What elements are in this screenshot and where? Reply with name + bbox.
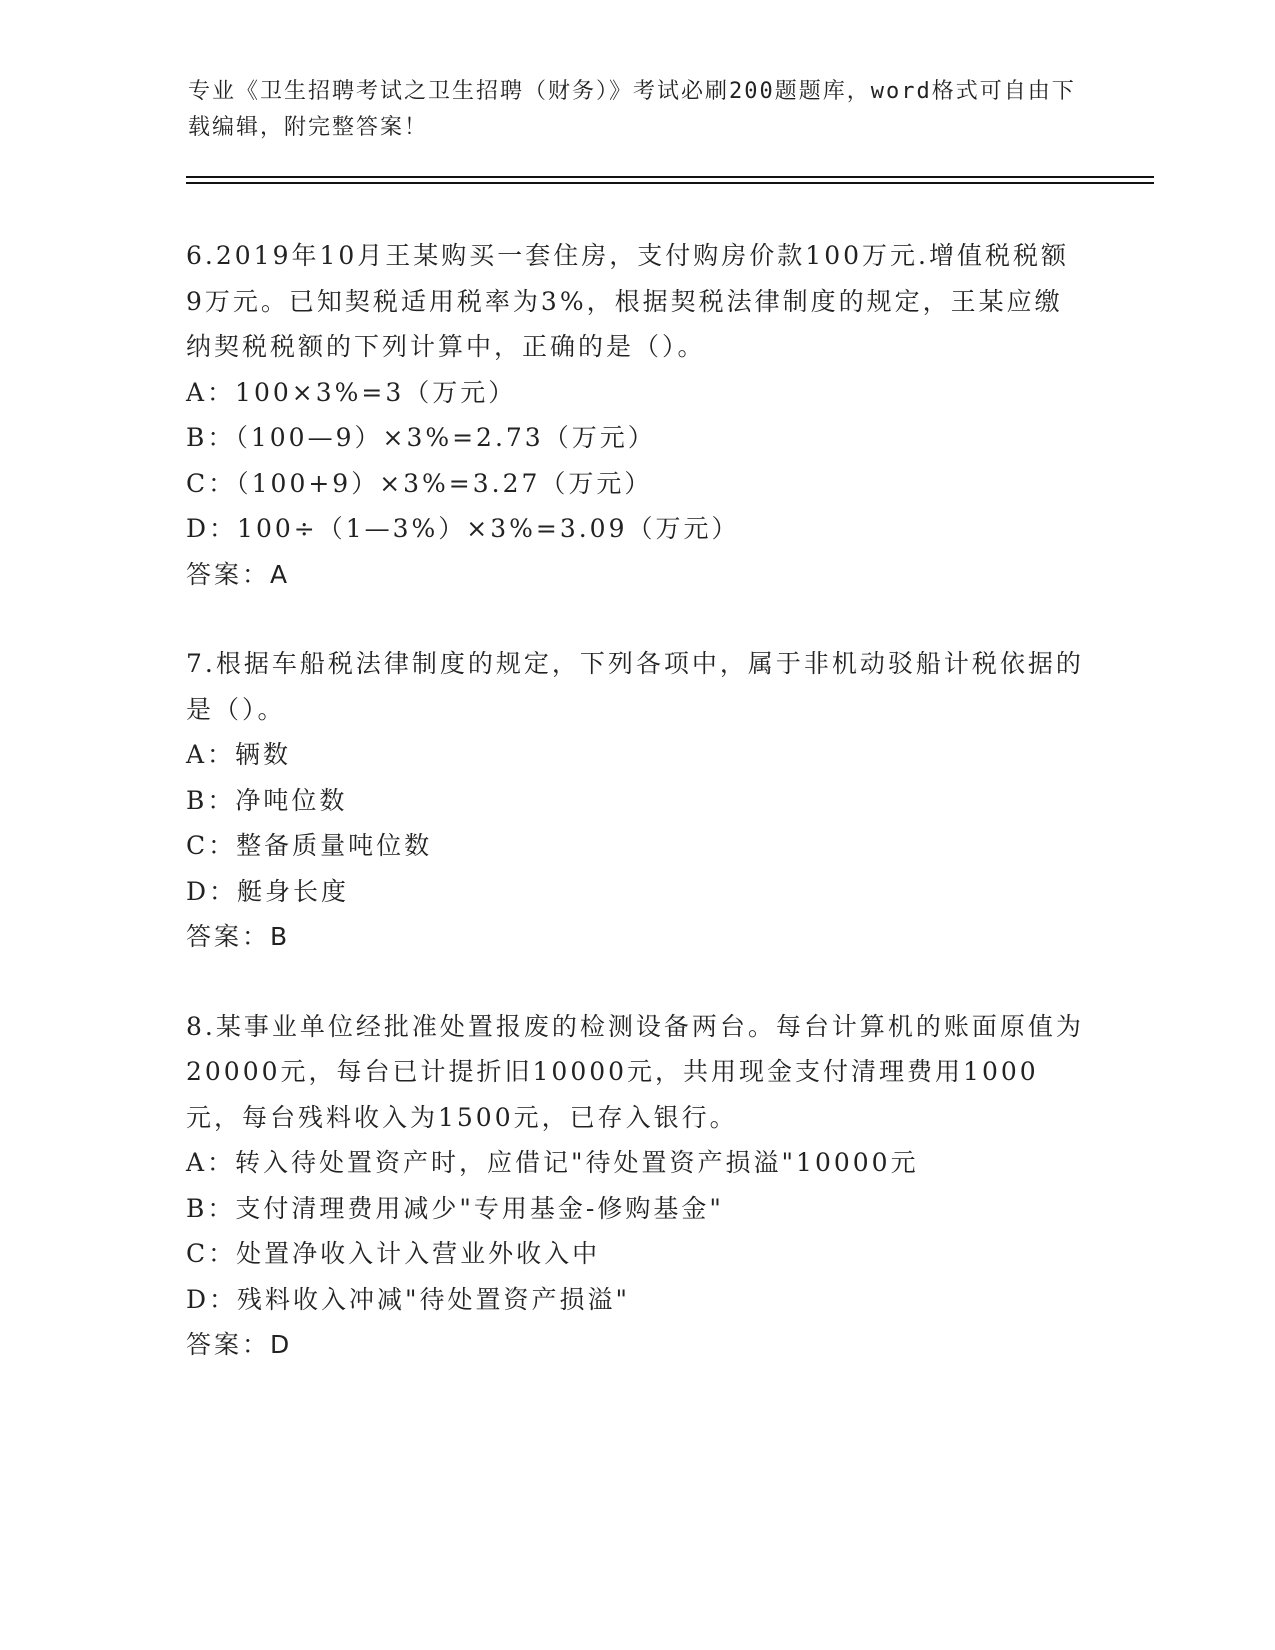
answer-label: 答案：B — [186, 922, 291, 951]
option-a: A：转入待处置资产时，应借记"待处置资产损溢"10000元 — [186, 1148, 919, 1177]
option-d: D：残料收入冲减"待处置资产损溢" — [186, 1284, 631, 1314]
answer-label: 答案：D — [186, 1330, 293, 1359]
header-divider-top — [186, 176, 1154, 178]
option-b: B：支付清理费用减少"专用基金-修购基金" — [186, 1193, 724, 1223]
option-d: D：100÷（1—3%）×3%=3.09（万元） — [186, 514, 740, 543]
answer-label: 答案：A — [186, 559, 291, 589]
option-a: A：100×3%=3（万元） — [186, 377, 517, 407]
question-list — [186, 233, 1086, 1412]
option-c: C：整备质量吨位数 — [186, 831, 433, 860]
question-stem: 8.某事业单位经批准处置报废的检测设备两台。每台计算机的账面原值为20000元，每台已计提折旧10000元，共用现金支付清理费用1000元，每台残料收入为1500元，已存入银行。 — [186, 1011, 1084, 1132]
question-stem: 7.根据车船税法律制度的规定，下列各项中，属于非机动驳船计税依据的是（）。 — [186, 649, 1084, 724]
question-stem: 6.2019年10月王某购买一套住房，支付购房价款100万元.增值税税额9万元。已知契税适用税率为3%，根据契税法律制度的规定，王某应缴纳契税税额的下列计算中，正确的是（）。 — [186, 241, 1069, 361]
option-b: B：净吨位数 — [186, 785, 348, 815]
option-b: B：（100—9）×3%=2.73（万元） — [186, 423, 656, 452]
header-divider-bottom — [186, 182, 1154, 184]
question-6 — [186, 233, 1086, 597]
option-a: A：辆数 — [186, 740, 292, 769]
question-7 — [186, 641, 1086, 960]
option-c: C：（100+9）×3%=3.27（万元） — [186, 468, 653, 498]
option-d: D：艇身长度 — [186, 876, 350, 906]
question-8 — [186, 1004, 1086, 1368]
document-header: 专业《卫生招聘考试之卫生招聘（财务）》考试必刷200题题库，word格式可自由下载编辑，附完整答案！ — [188, 79, 1076, 140]
option-c: C：处置净收入计入营业外收入中 — [186, 1239, 601, 1268]
